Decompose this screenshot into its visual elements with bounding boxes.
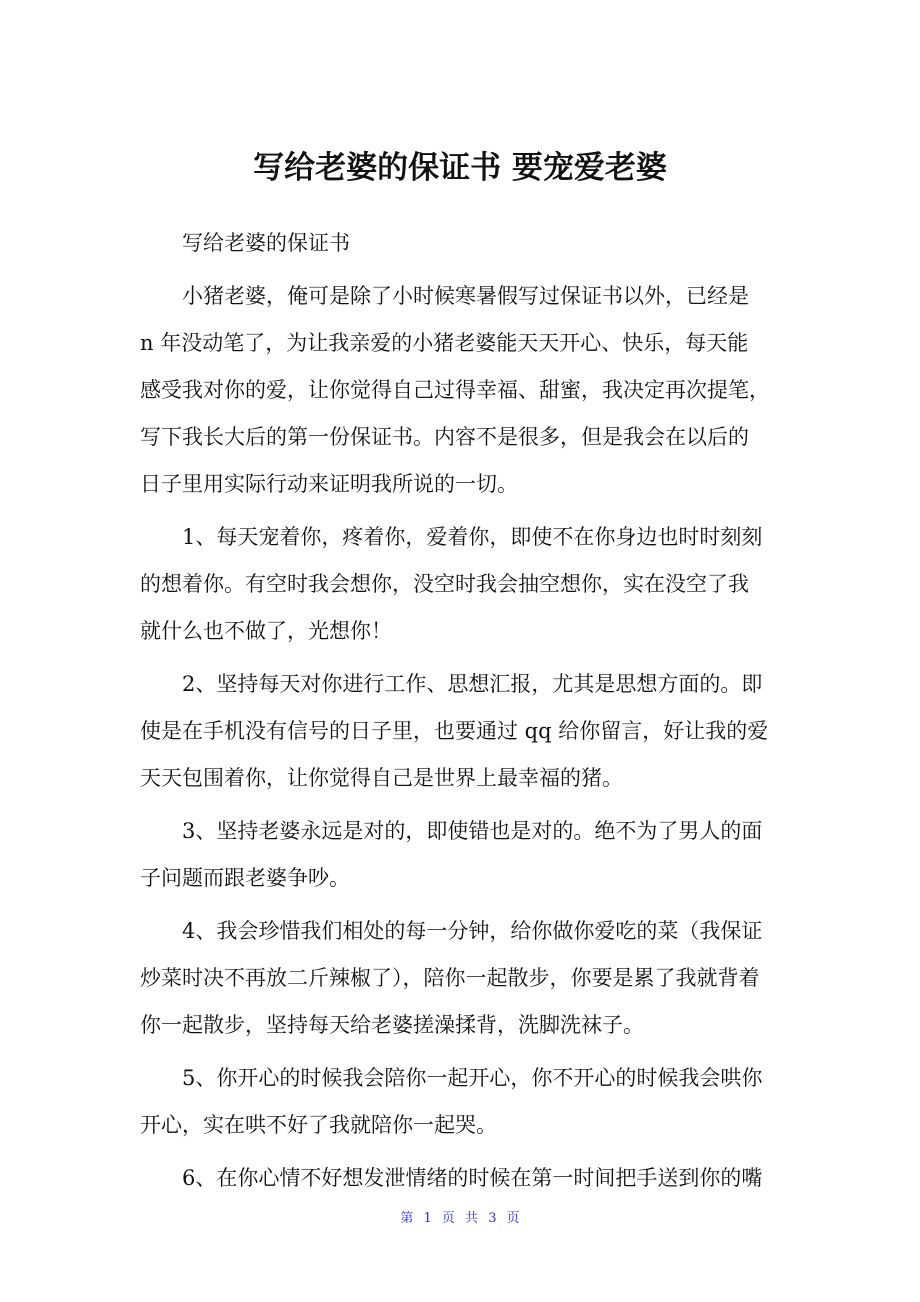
document-body: [140, 222, 800, 1210]
text-line: 开心，实在哄不好了我就陪你一起哭。: [140, 1113, 497, 1137]
paragraph: [140, 663, 800, 804]
page-footer: 第 1 页 共 3 页: [400, 1211, 520, 1226]
text-line: 炒菜时决不再放二斤辣椒了），陪你一起散步，你要是累了我就背着: [140, 966, 760, 990]
text-line: 2、坚持每天对你进行工作、思想汇报，尤其是思想方面的。即: [182, 672, 763, 696]
paragraph: [140, 516, 800, 657]
text-line: 5、你开心的时候我会陪你一起开心，你不开心的时候我会哄你: [182, 1066, 763, 1090]
text-line: 你一起散步，坚持每天给老婆搓澡揉背，洗脚洗袜子。: [140, 1013, 644, 1037]
text-line: 4、我会珍惜我们相处的每一分钟，给你做你爱吃的菜（我保证: [182, 919, 763, 943]
text-line: n 年没动笔了，为让我亲爱的小猪老婆能天天开心、快乐，每天能: [140, 331, 749, 355]
text-line: 就什么也不做了，光想你！: [140, 619, 392, 643]
paragraph: [140, 222, 800, 269]
text-line: 感受我对你的爱，让你觉得自己过得幸福、甜蜜，我决定再次提笔，: [140, 378, 770, 402]
text-line: 的想着你。有空时我会想你，没空时我会抽空想你，实在没空了我: [140, 572, 749, 596]
text-line: 写下我长大后的第一份保证书。内容不是很多，但是我会在以后的: [140, 425, 749, 449]
paragraph: [140, 910, 800, 1051]
text-line: 3、坚持老婆永远是对的，即使错也是对的。绝不为了男人的面: [182, 819, 763, 843]
document-title: 写给老婆的保证书 要宠爱老婆: [253, 150, 667, 186]
paragraph: [140, 810, 800, 904]
paragraph: [140, 1057, 800, 1151]
text-line: 使是在手机没有信号的日子里，也要通过 qq 给你留言，好让我的爱: [140, 719, 769, 743]
text-line: 子问题而跟老婆争吵。: [140, 866, 350, 890]
text-line: 小猪老婆，俺可是除了小时候寒暑假写过保证书以外，已经是: [182, 284, 749, 308]
paragraph: [140, 275, 800, 510]
text-line: 天天包围着你，让你觉得自己是世界上最幸福的猪。: [140, 766, 623, 790]
paragraph: [140, 1157, 800, 1204]
text-line: 写给老婆的保证书: [182, 231, 350, 255]
text-line: 6、在你心情不好想发泄情绪的时候在第一时间把手送到你的嘴: [182, 1166, 763, 1190]
text-line: 日子里用实际行动来证明我所说的一切。: [140, 472, 518, 496]
text-line: 1、每天宠着你，疼着你，爱着你，即使不在你身边也时时刻刻: [182, 525, 763, 549]
